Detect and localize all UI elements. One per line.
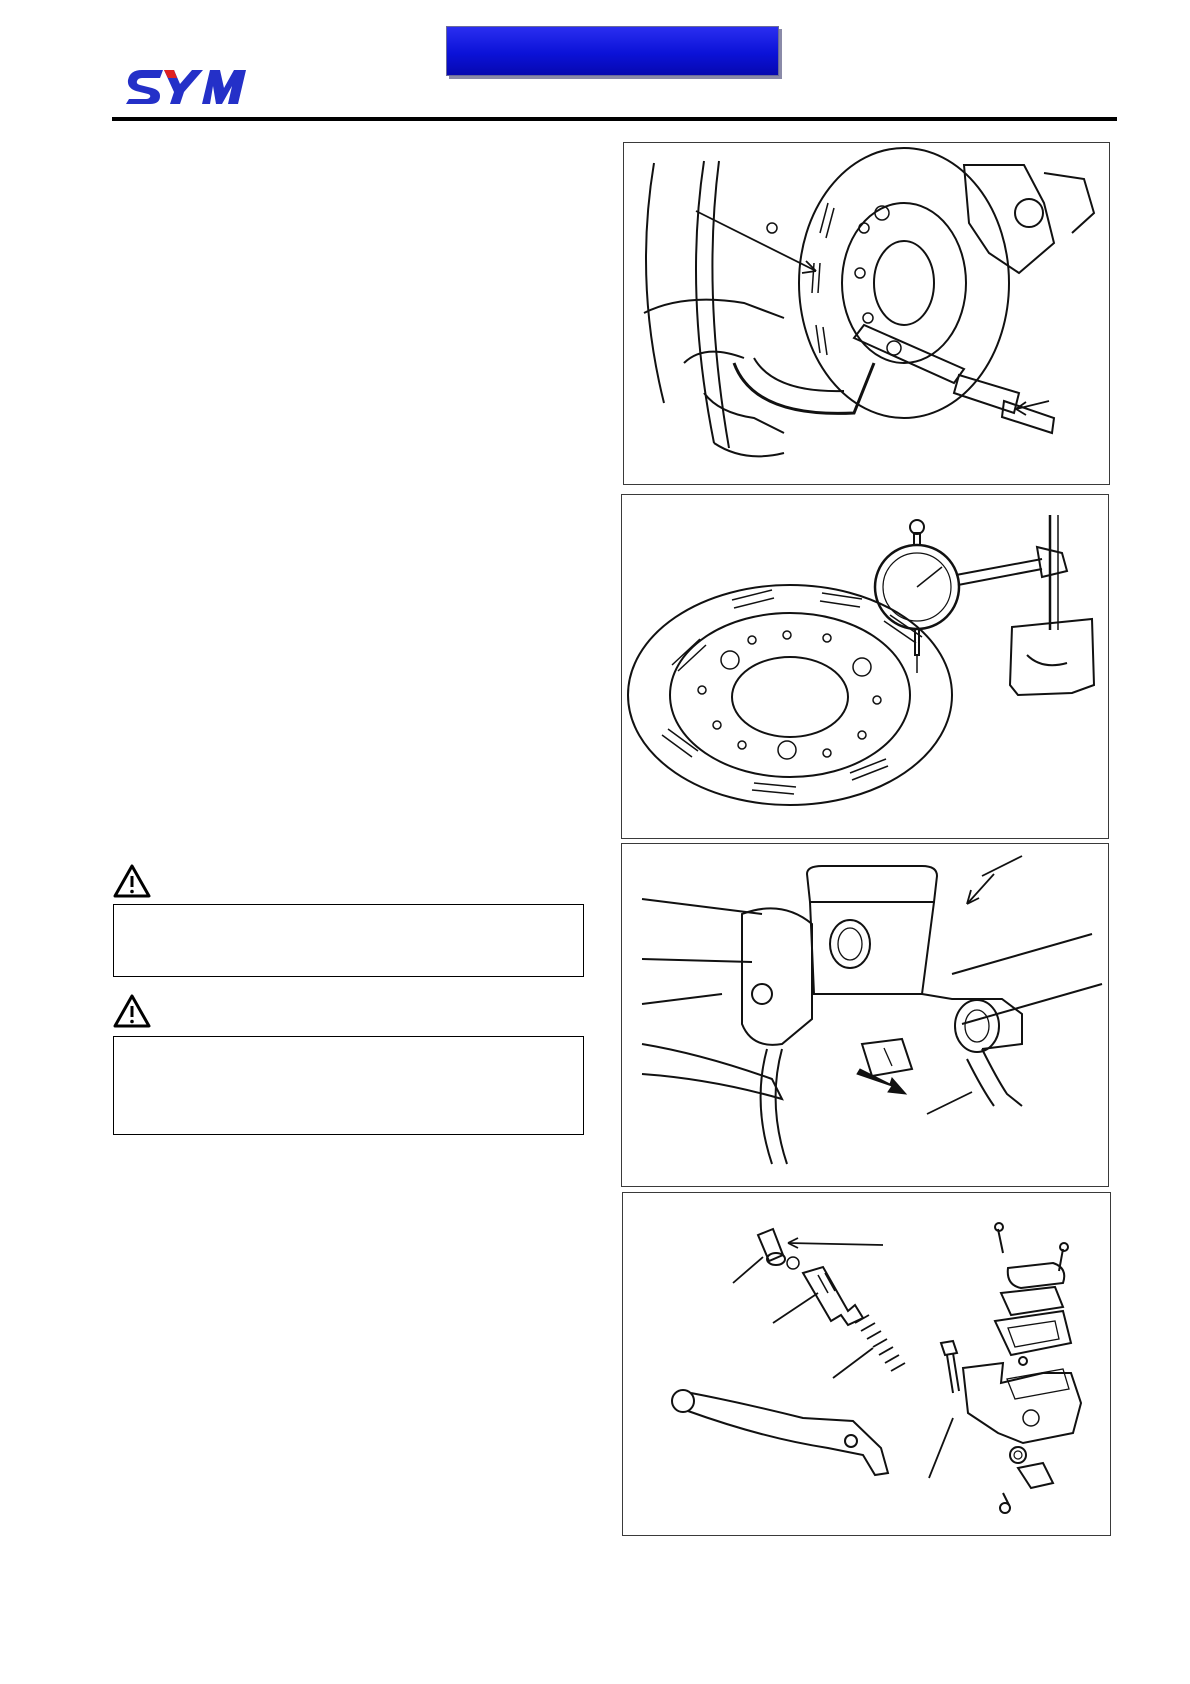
figure-master-cylinder-exploded: [622, 1192, 1111, 1536]
caution-triangle-icon: [112, 863, 152, 899]
header-rule: [112, 117, 1117, 121]
warning-box-1: [113, 904, 584, 977]
figure-dial-gauge-disc: [621, 494, 1109, 839]
figure-micrometer-disc: [623, 142, 1110, 485]
header-banner: [446, 26, 779, 76]
sym-logo: [120, 66, 252, 114]
warning-box-2: [113, 1036, 584, 1135]
figure-master-cylinder-handlebar: [621, 843, 1109, 1187]
caution-triangle-icon: [112, 993, 152, 1029]
